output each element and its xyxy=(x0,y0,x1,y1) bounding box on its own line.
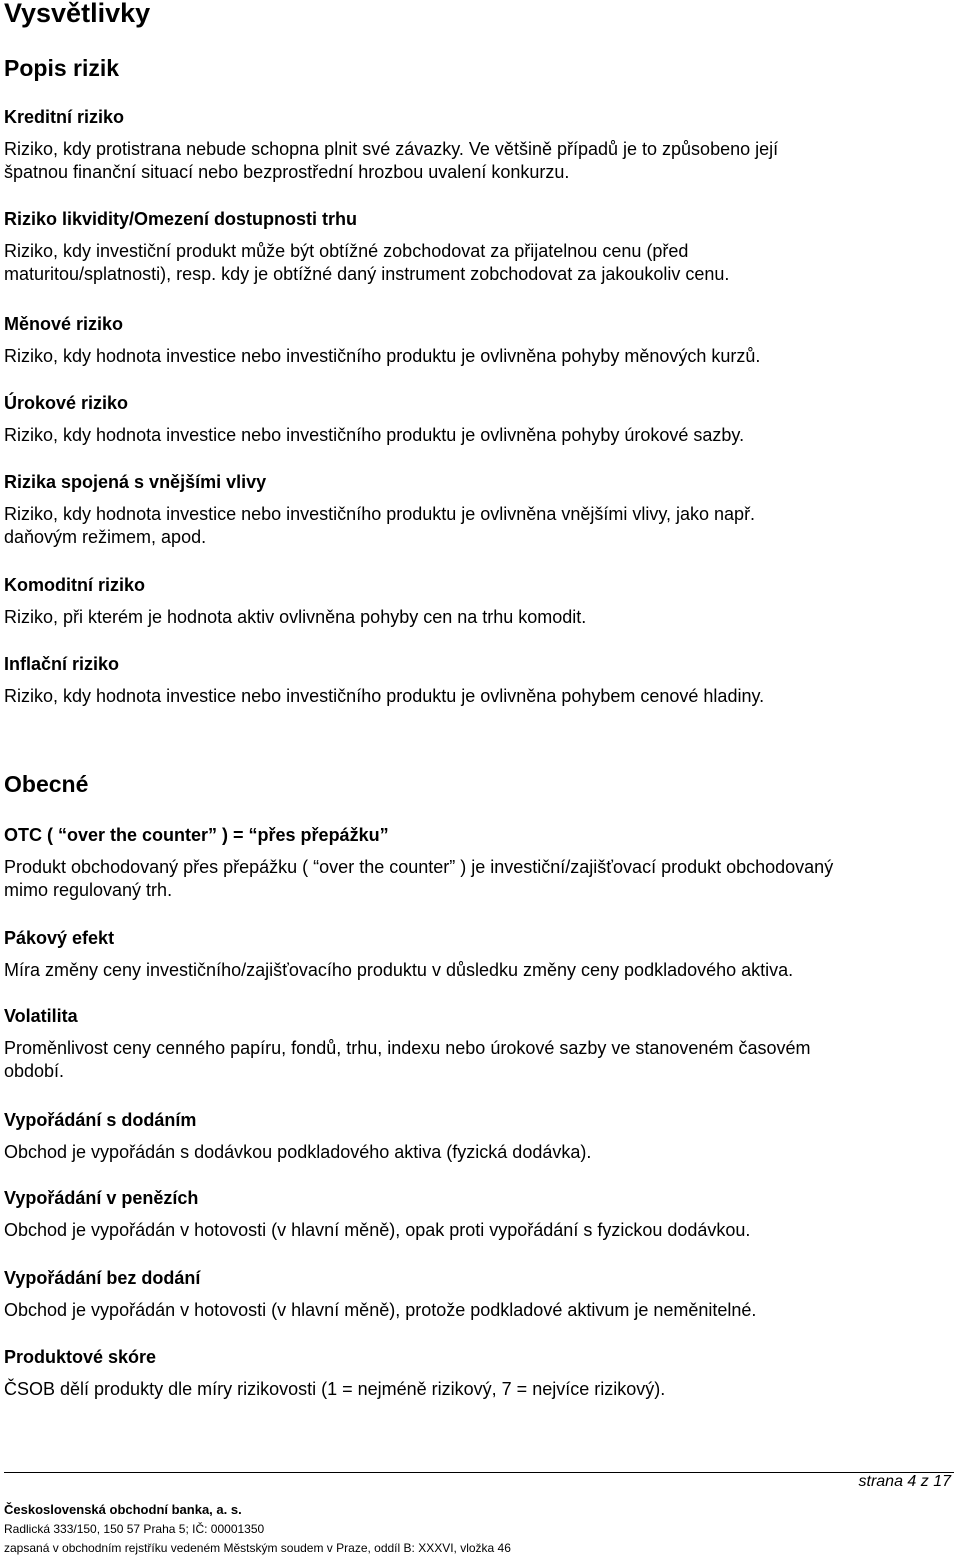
definition-line: Obchod je vypořádán s dodávkou podkladového aktiva (fyzická dodávka). xyxy=(4,1142,592,1162)
page-number: strana 4 z 17 xyxy=(858,1473,951,1490)
definition-line: Proměnlivost ceny cenného papíru, fondů, trhu, indexu nebo úrokové sazby ve stanoveném časovém xyxy=(4,1038,811,1058)
term-otc: OTC ( “over the counter” ) = “přes přepážku” xyxy=(4,825,389,845)
term-product-score: Produktové skóre xyxy=(4,1347,157,1367)
definition-leverage xyxy=(4,959,954,982)
definition-interest-rate-risk xyxy=(4,424,954,447)
footer-company: Československá obchodní banka, a. s. xyxy=(4,1502,242,1517)
definition-line: maturitou/splatnosti), resp. kdy je obtížné daný instrument zobchodovat za jakoukoliv cenu. xyxy=(4,264,730,284)
definition-volatility xyxy=(4,1037,954,1083)
term-leverage: Pákový efekt xyxy=(4,928,115,948)
definition-currency-risk xyxy=(4,345,954,368)
definition-liquidity-risk xyxy=(4,240,954,286)
definition-line: Míra změny ceny investičního/zajišťovacího produktu v důsledku změny ceny podkladového aktiva. xyxy=(4,960,794,980)
section-heading-general: Obecné xyxy=(4,771,89,797)
definition-line: Riziko, kdy hodnota investice nebo investičního produktu je ovlivněna pohyby úrokové sazby. xyxy=(4,425,745,445)
definition-otc xyxy=(4,856,954,902)
footer-divider xyxy=(4,1472,954,1473)
footer-address: Radlická 333/150, 150 57 Praha 5; IČ: 00001350 xyxy=(4,1522,265,1536)
term-credit-risk: Kreditní riziko xyxy=(4,107,125,127)
definition-line: období. xyxy=(4,1061,65,1081)
definition-line: ČSOB dělí produkty dle míry rizikovosti (1 = nejméně rizikový, 7 = nejvíce rizikový). xyxy=(4,1379,666,1399)
definition-line: Riziko, kdy hodnota investice nebo investičního produktu je ovlivněna vnějšími vlivy, jako např. xyxy=(4,504,756,524)
definition-line: Riziko, kdy protistrana nebude schopna plnit své závazky. Ve většině případů je to způsobeno její xyxy=(4,139,779,159)
term-settlement-without-delivery: Vypořádání bez dodání xyxy=(4,1268,201,1288)
section-heading-risks: Popis rizik xyxy=(4,55,120,81)
term-currency-risk: Měnové riziko xyxy=(4,314,124,334)
definition-line: Obchod je vypořádán v hotovosti (v hlavní měně), opak proti vypořádání s fyzickou dodávkou. xyxy=(4,1220,751,1240)
definition-line: daňovým režimem, apod. xyxy=(4,527,207,547)
definition-line: Riziko, při kterém je hodnota aktiv ovlivněna pohyby cen na trhu komodit. xyxy=(4,607,587,627)
term-inflation-risk: Inflační riziko xyxy=(4,654,120,674)
term-volatility: Volatilita xyxy=(4,1006,78,1026)
definition-external-risk xyxy=(4,503,954,549)
definition-line: Riziko, kdy hodnota investice nebo investičního produktu je ovlivněna pohybem cenové hladiny. xyxy=(4,686,765,706)
term-commodity-risk: Komoditní riziko xyxy=(4,575,145,595)
term-cash-settlement: Vypořádání v penězích xyxy=(4,1188,199,1208)
definition-line: špatnou finanční situací nebo bezprostřední hrozbou uvalení konkurzu. xyxy=(4,162,570,182)
definition-line: Riziko, kdy investiční produkt může být obtížné zobchodovat za přijatelnou cenu (před xyxy=(4,241,689,261)
definition-settlement-delivery xyxy=(4,1141,954,1164)
definition-credit-risk xyxy=(4,138,954,184)
definition-line: Riziko, kdy hodnota investice nebo investičního produktu je ovlivněna pohyby měnových kurzů. xyxy=(4,346,761,366)
definition-line: Obchod je vypořádán v hotovosti (v hlavní měně), protože podkladové aktivum je neměnitelné. xyxy=(4,1300,757,1320)
definition-cash-settlement xyxy=(4,1219,954,1242)
definition-line: Produkt obchodovaný přes přepážku ( “over the counter” ) je investiční/zajišťovací produkt obchodovaný xyxy=(4,857,834,877)
definition-commodity-risk xyxy=(4,606,954,629)
definition-settlement-without-delivery xyxy=(4,1299,954,1322)
term-external-risk: Rizika spojená s vnějšími vlivy xyxy=(4,472,267,492)
footer-registry: zapsaná v obchodním rejstříku vedeném Městským soudem v Praze, oddíl B: XXXVI, vložka 46 xyxy=(4,1541,511,1555)
definition-inflation-risk xyxy=(4,685,954,708)
term-settlement-delivery: Vypořádání s dodáním xyxy=(4,1110,197,1130)
definition-product-score xyxy=(4,1378,954,1401)
definition-line: mimo regulovaný trh. xyxy=(4,880,173,900)
term-interest-rate-risk: Úrokové riziko xyxy=(4,393,129,413)
page-title: Vysvětlivky xyxy=(4,0,151,28)
term-liquidity-risk: Riziko likvidity/Omezení dostupnosti trhu xyxy=(4,209,358,229)
